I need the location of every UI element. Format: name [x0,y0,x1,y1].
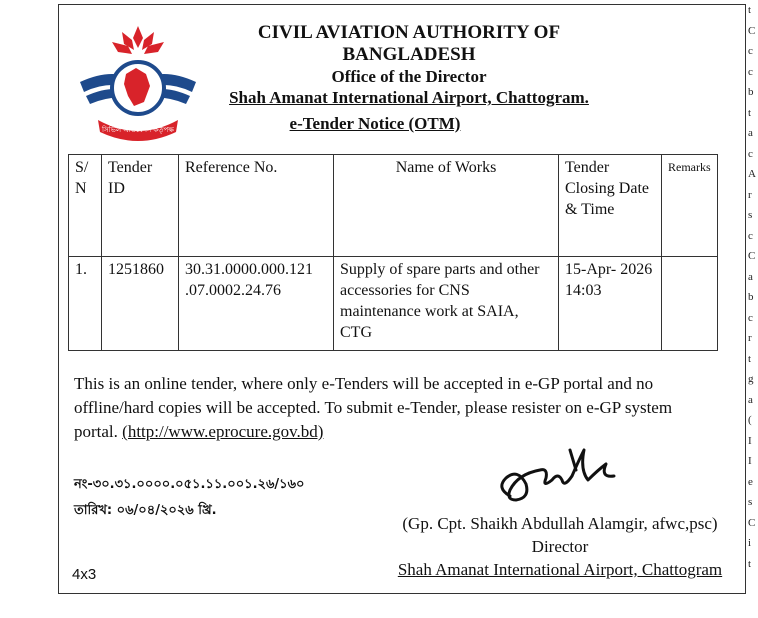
side-letter: r [748,332,752,344]
side-letter: c [748,65,753,78]
side-letter: r [748,188,752,201]
side-letter: b [748,86,754,98]
col-works-header: Name of Works [334,155,559,257]
side-letter: C [748,250,756,262]
col-closing-header: Tender Closing Date & Time [559,155,662,257]
side-letter: c [748,229,753,242]
notice-title: e-Tender Notice (OTM) [289,114,461,133]
table-row [69,257,718,351]
table-header-row [69,155,718,257]
office-name: Office of the Director [331,67,487,86]
side-letter: e [748,475,753,488]
side-letter: t [748,557,752,570]
signatory-block [376,512,744,581]
signatory-name: (Gp. Cpt. Shaikh Abdullah Alamgir, afwc,psc) [402,514,718,533]
cell-sn: 1. [69,257,102,351]
side-letter: t [748,352,752,365]
col-remarks-header: Remarks [662,155,718,257]
side-letter: c [748,311,753,324]
side-letter: I [748,434,752,447]
col-sn-header: S/ N [69,155,102,257]
side-letter: ( [748,414,752,426]
cell-tender-id: 1251860 [102,257,179,351]
notice-text: This is an online tender, where only e-Tenders will be accepted in e-GP portal and no offline/hard copies will be accepted. To submit e-Tender, please resister on e-GP system portal. [74,374,673,441]
memo-number: নং-৩০.৩১.০০০০.০৫১.১১.০০১.২৬/১৬০ [74,477,305,492]
side-letter: c [748,45,753,57]
cell-remarks [662,257,718,351]
ad-size: 4x3 [72,566,97,583]
signature-icon [488,440,638,520]
col-reference-header: Reference No. [179,155,334,257]
side-letter: I [748,455,752,467]
side-letter: b [748,291,754,303]
side-letter: a [748,270,753,283]
side-letter: C [748,516,756,529]
cell-closing: 15-Apr- 2026 14:03 [559,257,662,351]
side-letter: a [748,127,753,139]
memo-date: তারিখ: ০৬/০৪/২০২৬ খ্রি. [74,503,217,518]
side-letter: s [748,496,753,508]
eprocure-link[interactable]: (http://www.eprocure.gov.bd) [122,422,324,441]
notice-paragraph [74,372,684,444]
signatory-designation: Director [531,537,589,556]
org-name: CIVIL AVIATION AUTHORITY OF BANGLADESH [257,22,561,65]
side-letter: t [748,4,752,16]
flower-emblem [112,26,164,54]
side-letter: g [748,373,754,385]
adjacent-column-text [748,0,758,618]
side-letter: a [748,393,753,406]
side-letter: c [748,147,753,160]
cell-works: Supply of spare parts and other accessories for CNS maintenance work at SAIA, CTG [334,257,559,351]
side-letter: s [748,209,753,221]
logo-ribbon-text: সিভিল এভিয়েশন কর্তৃপক্ষ [102,126,174,134]
caab-logo-icon [76,24,200,144]
side-letter: i [748,537,752,549]
cell-reference: 30.31.0000.000.121 .07.0002.24.76 [179,257,334,351]
airport-name: Shah Amanat International Airport, Chattogram. [229,88,589,107]
side-letter: t [748,106,752,119]
side-letter: C [748,24,756,37]
side-letter: A [748,168,756,180]
header [200,22,618,109]
signatory-office: Shah Amanat International Airport, Chattogram [397,560,723,579]
col-tender-id-header: Tender ID [102,155,179,257]
tender-table [68,154,718,351]
